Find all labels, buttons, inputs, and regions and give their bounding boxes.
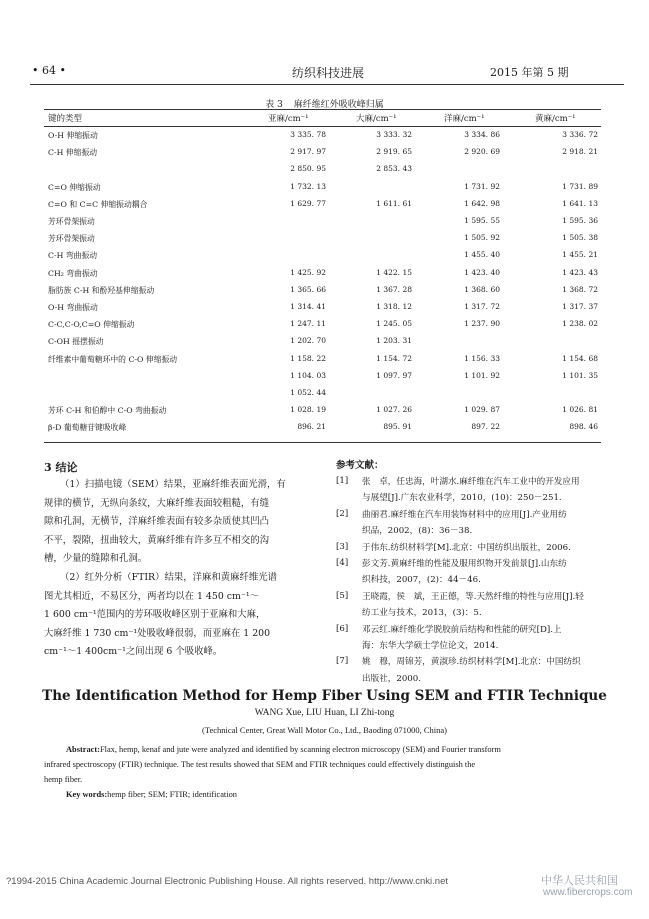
col-header-flax: 亚麻/cm⁻¹ bbox=[268, 114, 309, 124]
table-cell: 3 333. 32 bbox=[376, 130, 412, 139]
table-cell: 1 732. 13 bbox=[290, 181, 326, 191]
table-cell: 1 027. 26 bbox=[376, 405, 412, 415]
reference-line: 张 卓，任忠海，叶湖水.麻纤维在汽车工业中的开发应用 bbox=[362, 477, 580, 487]
col-header-jute: 黄麻/cm⁻¹ bbox=[535, 114, 576, 124]
table-cell: 1 642. 98 bbox=[464, 198, 500, 208]
reference-number: [6] bbox=[336, 623, 349, 634]
table-bottom-rule bbox=[44, 442, 601, 443]
table-cell: 1 314. 41 bbox=[290, 302, 326, 311]
table-cell: 896. 21 bbox=[297, 422, 326, 432]
header-rule bbox=[30, 84, 624, 85]
reference-line: 与展望[J].广东农业科学，2010，(10)：250－251. bbox=[362, 493, 562, 504]
reference-line: 纺工业与技术，2013，(3)：5. bbox=[362, 608, 482, 619]
reference-number: [7] bbox=[336, 656, 349, 667]
table-cell: 1 158. 22 bbox=[290, 353, 326, 363]
conclusion-line: （2）红外分析（FTIR）结果，洋麻和黄麻纤维光谱 bbox=[60, 571, 277, 583]
conclusion-line: 规律的横节，无纵向条纹，大麻纤维表面较粗糙，有缝 bbox=[44, 497, 270, 509]
table-cell: 1 611. 61 bbox=[376, 198, 412, 208]
table-row-label: CH₂ 弯曲振动 bbox=[48, 268, 98, 278]
table-cell: 1 368. 72 bbox=[562, 284, 598, 294]
table-cell: 1 367. 28 bbox=[376, 284, 412, 294]
reference-number: [1] bbox=[336, 476, 349, 486]
conclusion-line: 槽，少量的缝隙和孔洞。 bbox=[44, 553, 148, 565]
table-cell: 1 368. 60 bbox=[464, 284, 500, 294]
conclusion-text bbox=[44, 476, 324, 662]
table-top-rule bbox=[44, 109, 601, 110]
journal-name: 纺织科技进展 bbox=[292, 66, 365, 80]
table-cell: 897. 22 bbox=[471, 422, 500, 432]
reference-line: 织科技，2007，(2)：44－46. bbox=[362, 575, 481, 586]
table-row-label: O-H 伸缩振动 bbox=[48, 131, 98, 140]
conclusion-line: 图尤其相近，不易区分，两者均以在 1 450 cm⁻¹～ bbox=[44, 590, 260, 602]
english-affiliation: (Technical Center, Great Wall Motor Co., Ltd., Baoding 071000, China) bbox=[202, 725, 447, 735]
table-cell: 1 203. 31 bbox=[376, 336, 412, 346]
table-row-label: 芳环骨架振动 bbox=[48, 217, 95, 226]
table-row-label: C=O 和 C=C 伸缩振动耦合 bbox=[48, 199, 148, 209]
table-cell: 1 097. 97 bbox=[376, 370, 412, 380]
table-row-label: O-H 弯曲振动 bbox=[48, 303, 98, 312]
reference-line: 于伟东.纺织材料学[M].北京：中国纺织出版社，2006. bbox=[362, 542, 571, 553]
references-heading: 参考文献： bbox=[336, 460, 384, 471]
reference-line: 曲丽君.麻纤维在汽车用装饰材料中的应用[J].产业用纺 bbox=[362, 509, 567, 520]
conclusion-line: 大麻纤维 1 730 cm⁻¹处吸收峰很弱，而亚麻在 1 200 bbox=[44, 627, 271, 639]
reference-line: 织品，2002，(8)：36－38. bbox=[362, 526, 473, 537]
copyright-footer: ?1994-2015 China Academic Journal Electronic Publishing House. All rights reserved. http://www.cnki.net bbox=[6, 876, 448, 887]
conclusion-heading: 3 结论 bbox=[44, 461, 78, 474]
english-authors: WANG Xue, LIU Huan, LI Zhi-tong bbox=[254, 708, 395, 718]
table-cell: 1 052. 44 bbox=[290, 388, 326, 397]
table-cell: 1 505. 92 bbox=[464, 233, 500, 243]
english-keywords bbox=[66, 790, 237, 799]
table-cell: 1 641. 13 bbox=[562, 198, 598, 208]
table-cell: 1 154. 68 bbox=[562, 353, 598, 363]
table-cell: 1 629. 77 bbox=[290, 198, 326, 208]
table-cell: 1 455. 40 bbox=[464, 250, 500, 260]
table-cell: 3 335. 78 bbox=[290, 130, 326, 139]
table-cell: 1 425. 92 bbox=[290, 267, 326, 277]
table-cell: 1 156. 33 bbox=[464, 353, 500, 363]
conclusion-line: cm⁻¹～1 400cm⁻¹之间出现 6 个吸收峰。 bbox=[44, 646, 223, 658]
col-header-bond: 键的类型 bbox=[48, 114, 83, 124]
abstract-line-3: hemp fiber. bbox=[44, 774, 83, 784]
table-cell: 1 028. 19 bbox=[290, 405, 326, 415]
table-row-label: C-H 弯曲振动 bbox=[48, 251, 98, 261]
table-header-rule bbox=[44, 126, 601, 127]
table-cell: 1 318. 12 bbox=[376, 302, 412, 311]
issue-label: 2015 年第 5 期 bbox=[490, 66, 569, 79]
reference-line: 邓云红.麻纤维化学脱胶前后结构和性能的研究[D].上 bbox=[362, 624, 562, 635]
table-cell: 1 101. 92 bbox=[464, 370, 500, 380]
abstract-label: Abstract: bbox=[66, 745, 100, 754]
reference-line: 彭文芳.黄麻纤维的性能及服用织物开发前景[J].山东纺 bbox=[362, 559, 567, 569]
table-cell: 1 731. 92 bbox=[464, 181, 500, 191]
table-row-label: C=O 伸缩振动 bbox=[48, 182, 101, 192]
table-cell: 3 336. 72 bbox=[562, 130, 598, 139]
table-cell: 1 104. 03 bbox=[290, 370, 326, 380]
table-number: 表 3 bbox=[265, 100, 283, 110]
table-cell: 1 365. 66 bbox=[290, 284, 326, 294]
table-cell: 1 595. 36 bbox=[562, 216, 598, 225]
table-cell: 1 154. 72 bbox=[376, 353, 412, 363]
watermark-url: www.fibercrops.com bbox=[543, 887, 633, 898]
reference-number: [2] bbox=[336, 508, 349, 519]
table-cell: 898. 46 bbox=[569, 422, 598, 432]
table-cell: 1 237. 90 bbox=[464, 319, 500, 329]
table-cell: 2 920. 69 bbox=[464, 147, 500, 157]
table-cell: 1 455. 21 bbox=[562, 250, 598, 260]
table-cell: 1 423. 40 bbox=[464, 267, 500, 277]
conclusion-line: （1）扫描电镜（SEM）结果，亚麻纤维表面光滑，有 bbox=[60, 479, 286, 490]
col-header-kenaf: 洋麻/cm⁻¹ bbox=[444, 114, 485, 124]
watermark-cn: 中华人民共和国 bbox=[541, 875, 618, 887]
table-row-label: 芳环 C-H 和伯醇中 C-O 弯曲振动 bbox=[48, 406, 167, 416]
table-row-label: C-C,C-O,C=O 伸缩振动 bbox=[48, 320, 135, 330]
table-cell: 1 317. 37 bbox=[562, 302, 598, 311]
page-number: • 64 • bbox=[32, 64, 66, 77]
table-cell: 1 505. 38 bbox=[562, 233, 598, 243]
table-row-label: 脂肪族 C-H 和酚羟基伸缩振动 bbox=[48, 285, 155, 295]
table-cell: 1 423. 43 bbox=[562, 267, 598, 277]
reference-number: [5] bbox=[336, 590, 349, 601]
table-cell: 1 101. 35 bbox=[562, 370, 598, 380]
english-abstract bbox=[44, 743, 603, 787]
table-cell: 2 919. 65 bbox=[376, 147, 412, 157]
reference-line: 海：东华大学硕士学位论文，2014. bbox=[362, 641, 499, 651]
abstract-line-1: Flax, hemp, kenaf and jute were analyzed and identified by scanning electron microscopy (SEM) and Fourier transform bbox=[99, 745, 501, 754]
table-row-label: C-H 伸缩振动 bbox=[48, 148, 98, 158]
reference-line: 王晓霞，侯 斌，王正德，等.天然纤维的特性与应用[J].轻 bbox=[362, 591, 584, 602]
table-cell: 2 853. 43 bbox=[376, 164, 412, 174]
conclusion-line: 1 600 cm⁻¹范围内的芳环吸收峰区别于亚麻和大麻， bbox=[44, 609, 266, 621]
table-row-label: 纤维素中葡萄糖环中的 C-O 伸缩振动 bbox=[48, 354, 178, 364]
table-cell: 1 029. 87 bbox=[464, 405, 500, 415]
table-title: 麻纤维红外吸收峰归属 bbox=[293, 100, 384, 110]
table-cell: 1 595. 55 bbox=[464, 216, 500, 225]
conclusion-line: 隙和孔洞，无横节，洋麻纤维表面有较多杂质使其凹凸 bbox=[44, 516, 270, 528]
abstract-line-2: infrared spectroscopy (FTIR) technique. The test results showed that SEM and FTIR techniques could effectively distinguish the bbox=[44, 759, 476, 769]
reference-number: [4] bbox=[336, 558, 349, 568]
table-cell: 1 245. 05 bbox=[376, 319, 412, 329]
col-header-hemp: 大麻/cm⁻¹ bbox=[356, 114, 397, 124]
table-row-label: β-D 葡萄糖苷键吸收峰 bbox=[48, 423, 127, 433]
table-cell: 3 334. 86 bbox=[464, 130, 500, 139]
reference-line: 出版社，2000. bbox=[362, 673, 421, 684]
table-cell: 1 026. 81 bbox=[562, 405, 598, 415]
reference-number: [3] bbox=[336, 541, 349, 552]
keywords-label: Key words: bbox=[66, 790, 108, 799]
table-cell: 1 202. 70 bbox=[290, 336, 326, 346]
table-cell: 1 731. 89 bbox=[562, 181, 598, 191]
table-cell: 1 247. 11 bbox=[290, 319, 326, 329]
keywords-text: hemp fiber; SEM; FTIR; identification bbox=[107, 790, 237, 799]
table-cell: 2 918. 21 bbox=[562, 147, 598, 157]
table-cell: 1 238. 02 bbox=[562, 319, 598, 329]
reference-line: 姚 穆，周锦芳，黄淑珍.纺织材料学[M].北京：中国纺织 bbox=[362, 657, 581, 668]
table-row-label: 芳环骨架振动 bbox=[48, 234, 95, 244]
table-cell: 1 422. 15 bbox=[376, 267, 412, 277]
english-title: The Identification Method for Hemp Fiber Using SEM and FTIR Technique bbox=[42, 688, 607, 704]
table-cell: 2 850. 95 bbox=[290, 164, 326, 174]
table-row-label: C-OH 摇摆振动 bbox=[48, 337, 104, 347]
table-cell: 1 317. 72 bbox=[464, 302, 500, 311]
table-cell: 895. 91 bbox=[383, 422, 412, 432]
conclusion-line: 不平，裂隙，扭曲较大，黄麻纤维有许多互不相交的沟 bbox=[44, 534, 270, 546]
table-cell: 2 917. 97 bbox=[290, 147, 326, 157]
